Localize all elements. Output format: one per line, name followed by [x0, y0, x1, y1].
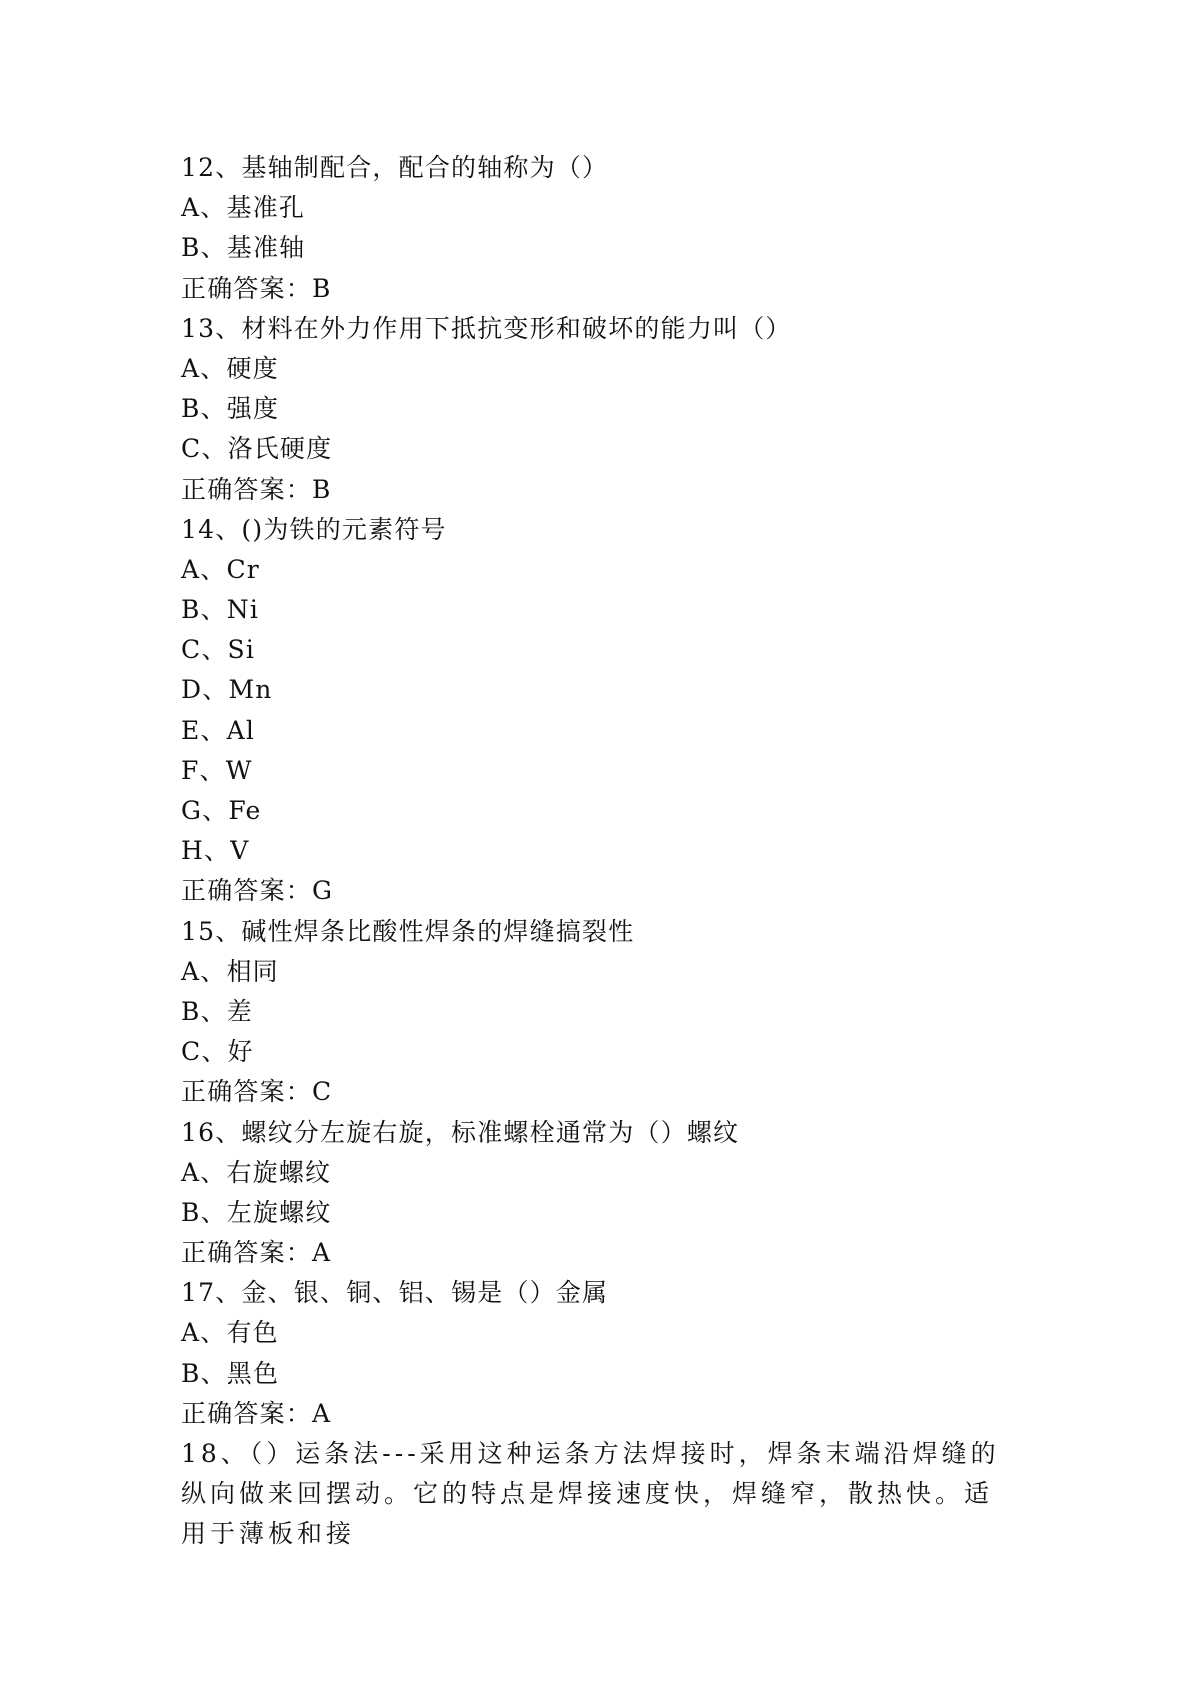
- question-list: [181, 148, 1021, 1434]
- answer-option: A、有色: [181, 1318, 279, 1348]
- correct-answer: 正确答案：B: [181, 474, 332, 504]
- answer-option: A、Cr: [181, 554, 260, 584]
- answer-option: B、差: [181, 996, 253, 1026]
- document-page: [181, 148, 1021, 1555]
- answer-option: C、好: [181, 1037, 254, 1067]
- answer-option: A、右旋螺纹: [181, 1157, 332, 1187]
- answer-option: B、黑色: [181, 1358, 280, 1388]
- answer-option: B、Ni: [181, 595, 260, 625]
- question-block: [181, 1273, 1021, 1434]
- correct-answer: 正确答案：A: [181, 1398, 332, 1428]
- answer-option: E、Al: [181, 715, 256, 745]
- answer-option: G、Fe: [181, 796, 262, 825]
- question-block: [181, 309, 1021, 510]
- answer-option: A、硬度: [181, 353, 279, 383]
- question-text: 16、螺纹分左旋右旋，标准螺栓通常为（）螺纹: [181, 1117, 740, 1147]
- answer-option: C、洛氏硬度: [181, 434, 333, 464]
- correct-answer: 正确答案：G: [181, 876, 334, 906]
- answer-option: B、强度: [181, 394, 280, 424]
- question-18-text: 18、（）运条法---采用这种运条方法焊接时，焊条末端沿焊缝的纵向做来回摆动。它的特点是焊接速度快，焊缝窄，散热快。适用于薄板和接: [181, 1439, 1000, 1549]
- question-text: 15、碱性焊条比酸性焊条的焊缝搞裂性: [181, 916, 635, 946]
- answer-option: H、V: [181, 836, 250, 866]
- answer-option: B、基准轴: [181, 233, 306, 263]
- answer-option: A、相同: [181, 956, 279, 986]
- answer-option: F、W: [181, 755, 253, 785]
- answer-option: A、基准孔: [181, 193, 306, 223]
- answer-option: B、左旋螺纹: [181, 1197, 332, 1227]
- question-text: 14、()为铁的元素符号: [181, 514, 447, 544]
- correct-answer: 正确答案：A: [181, 1238, 332, 1268]
- answer-option: D、Mn: [181, 675, 273, 705]
- question-text: 17、金、银、铜、铝、锡是（）金属: [181, 1278, 609, 1308]
- question-text: 12、基轴制配合，配合的轴称为（）: [181, 153, 609, 182]
- question-block: [181, 1113, 1021, 1274]
- correct-answer: 正确答案：B: [181, 273, 332, 303]
- answer-option: C、Si: [181, 635, 256, 665]
- question-block: [181, 148, 1021, 309]
- correct-answer: 正确答案：C: [181, 1077, 333, 1107]
- question-block: [181, 510, 1021, 912]
- question-block: [181, 912, 1021, 1113]
- question-text: 13、材料在外力作用下抵抗变形和破坏的能力叫（）: [181, 313, 792, 343]
